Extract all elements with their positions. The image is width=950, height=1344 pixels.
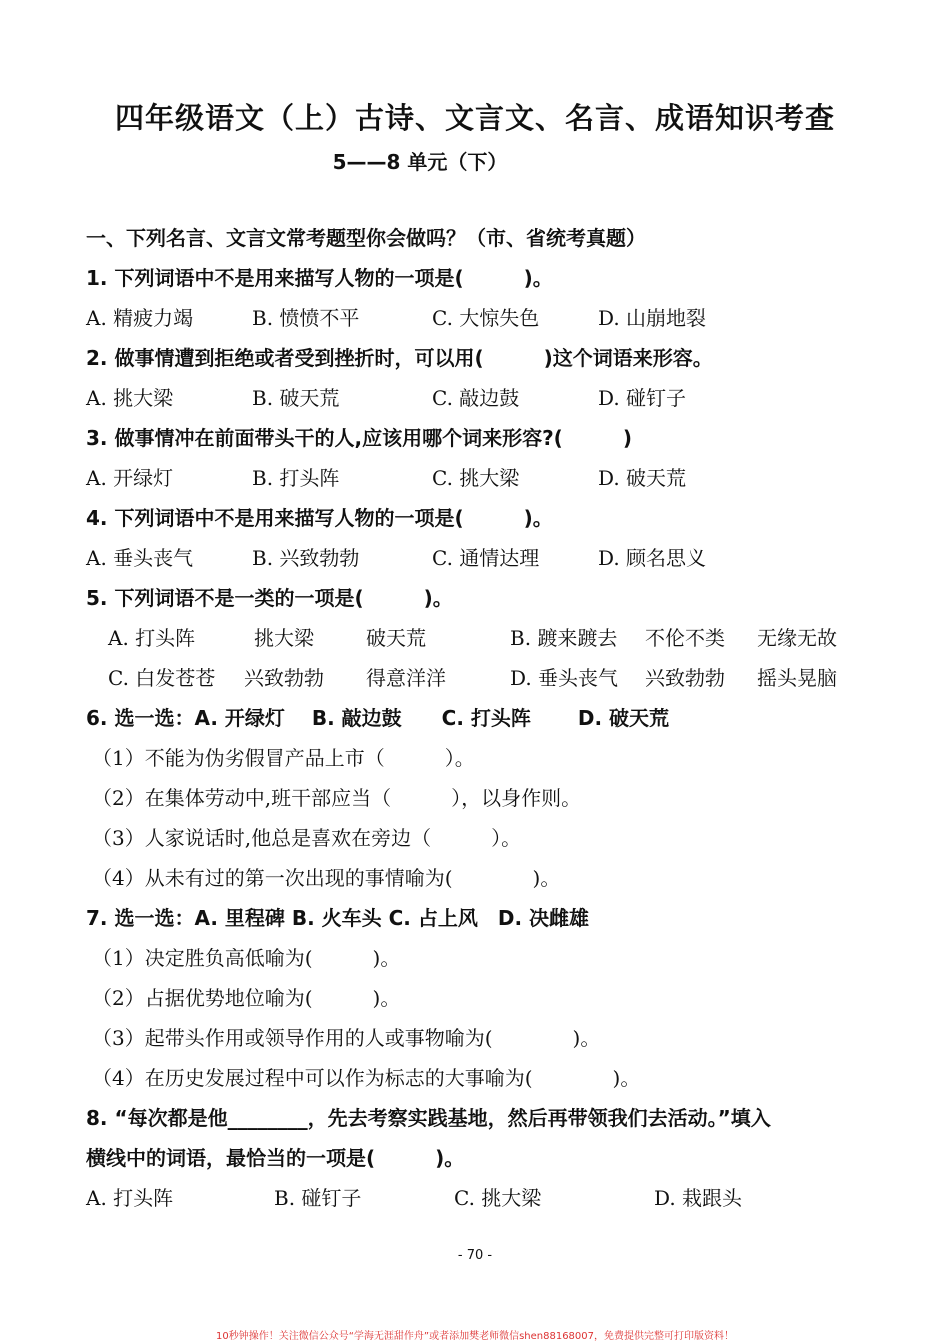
page-subtitle: 5——8 单元（下） — [332, 150, 508, 174]
question-5: 5. 下列词语不是一类的一项是( )。 — [86, 586, 453, 610]
q7-item-3: （3）起带头作用或领导作用的人或事物喻为( )。 — [92, 1026, 601, 1050]
q5-option-a-word-2: 挑大梁 — [254, 626, 314, 650]
question-2: 2. 做事情遭到拒绝或者受到挫折时，可以用( )这个词语来形容。 — [86, 346, 713, 370]
q5-option-b-word-3: 无缘无故 — [757, 626, 837, 650]
q6-item-4: （4）从未有过的第一次出现的事情喻为( )。 — [92, 866, 561, 890]
section-heading: 一、下列名言、文言文常考题型你会做吗？（市、省统考真题） — [86, 226, 646, 250]
q5-option-b-word-1: B. 踱来踱去 — [510, 626, 618, 650]
q8-option-b: B. 碰钉子 — [274, 1186, 362, 1210]
q3-option-a: A. 开绿灯 — [86, 466, 174, 490]
q7-item-2: （2）占据优势地位喻为( )。 — [92, 986, 401, 1010]
q5-option-d-word-1: D. 垂头丧气 — [510, 666, 619, 690]
q3-option-c: C. 挑大梁 — [432, 466, 520, 490]
q7-item-1: （1）决定胜负高低喻为( )。 — [92, 946, 401, 970]
page-title: 四年级语文（上）古诗、文言文、名言、成语知识考查 — [114, 101, 835, 135]
question-8-line-1: 8. “每次都是他________，先去考察实践基地，然后再带领我们去活动。”填入 — [86, 1106, 771, 1130]
q3-option-b: B. 打头阵 — [252, 466, 340, 490]
q1-option-d: D. 山崩地裂 — [598, 306, 707, 330]
question-7: 7. 选一选：A. 里程碑 B. 火车头 C. 占上风 D. 决雌雄 — [86, 906, 590, 930]
question-6: 6. 选一选：A. 开绿灯 B. 敲边鼓 C. 打头阵 D. 破天荒 — [86, 706, 670, 730]
q4-option-d: D. 顾名思义 — [598, 546, 707, 570]
question-1: 1. 下列词语中不是用来描写人物的一项是( )。 — [86, 266, 553, 290]
q4-option-c: C. 通情达理 — [432, 546, 540, 570]
q8-option-c: C. 挑大梁 — [454, 1186, 542, 1210]
q6-item-2: （2）在集体劳动中,班干部应当（ ），以身作则。 — [92, 786, 582, 810]
q7-item-4: （4）在历史发展过程中可以作为标志的大事喻为( )。 — [92, 1066, 641, 1090]
q5-option-d-word-2: 兴致勃勃 — [645, 666, 725, 690]
q5-option-a-word-3: 破天荒 — [366, 626, 426, 650]
question-8-line-2: 横线中的词语，最恰当的一项是( )。 — [86, 1146, 465, 1170]
footer-note: 10秒钟操作！关注微信公众号“学海无涯甜作舟”或者添加樊老师微信shen88168007，免费提供完整可打印版资料！ — [215, 1331, 735, 1342]
q4-option-a: A. 垂头丧气 — [86, 546, 194, 570]
page-number: - 70 - — [457, 1248, 493, 1263]
q5-option-c-word-3: 得意洋洋 — [366, 666, 446, 690]
q4-option-b: B. 兴致勃勃 — [252, 546, 360, 570]
q8-option-d: D. 栽跟头 — [654, 1186, 743, 1210]
q3-option-d: D. 破天荒 — [598, 466, 687, 490]
q2-option-d: D. 碰钉子 — [598, 386, 687, 410]
q2-option-c: C. 敲边鼓 — [432, 386, 520, 410]
q5-option-a-word-1: A. 打头阵 — [108, 626, 196, 650]
q5-option-d-word-3: 摇头晃脑 — [757, 666, 837, 690]
q2-option-a: A. 挑大梁 — [86, 386, 174, 410]
q8-option-a: A. 打头阵 — [86, 1186, 174, 1210]
q5-option-b-word-2: 不伦不类 — [645, 626, 725, 650]
question-4: 4. 下列词语中不是用来描写人物的一项是( )。 — [86, 506, 553, 530]
q1-option-a: A. 精疲力竭 — [86, 306, 194, 330]
q6-item-1: （1）不能为伪劣假冒产品上市（ ）。 — [92, 746, 475, 770]
q5-option-c-word-1: C. 白发苍苍 — [108, 666, 216, 690]
q1-option-c: C. 大惊失色 — [432, 306, 540, 330]
q2-option-b: B. 破天荒 — [252, 386, 340, 410]
q1-option-b: B. 愤愤不平 — [252, 306, 360, 330]
q5-option-c-word-2: 兴致勃勃 — [244, 666, 324, 690]
q6-item-3: （3）人家说话时,他总是喜欢在旁边（ ）。 — [92, 826, 522, 850]
question-3: 3. 做事情冲在前面带头干的人,应该用哪个词来形容?( ) — [86, 426, 632, 450]
